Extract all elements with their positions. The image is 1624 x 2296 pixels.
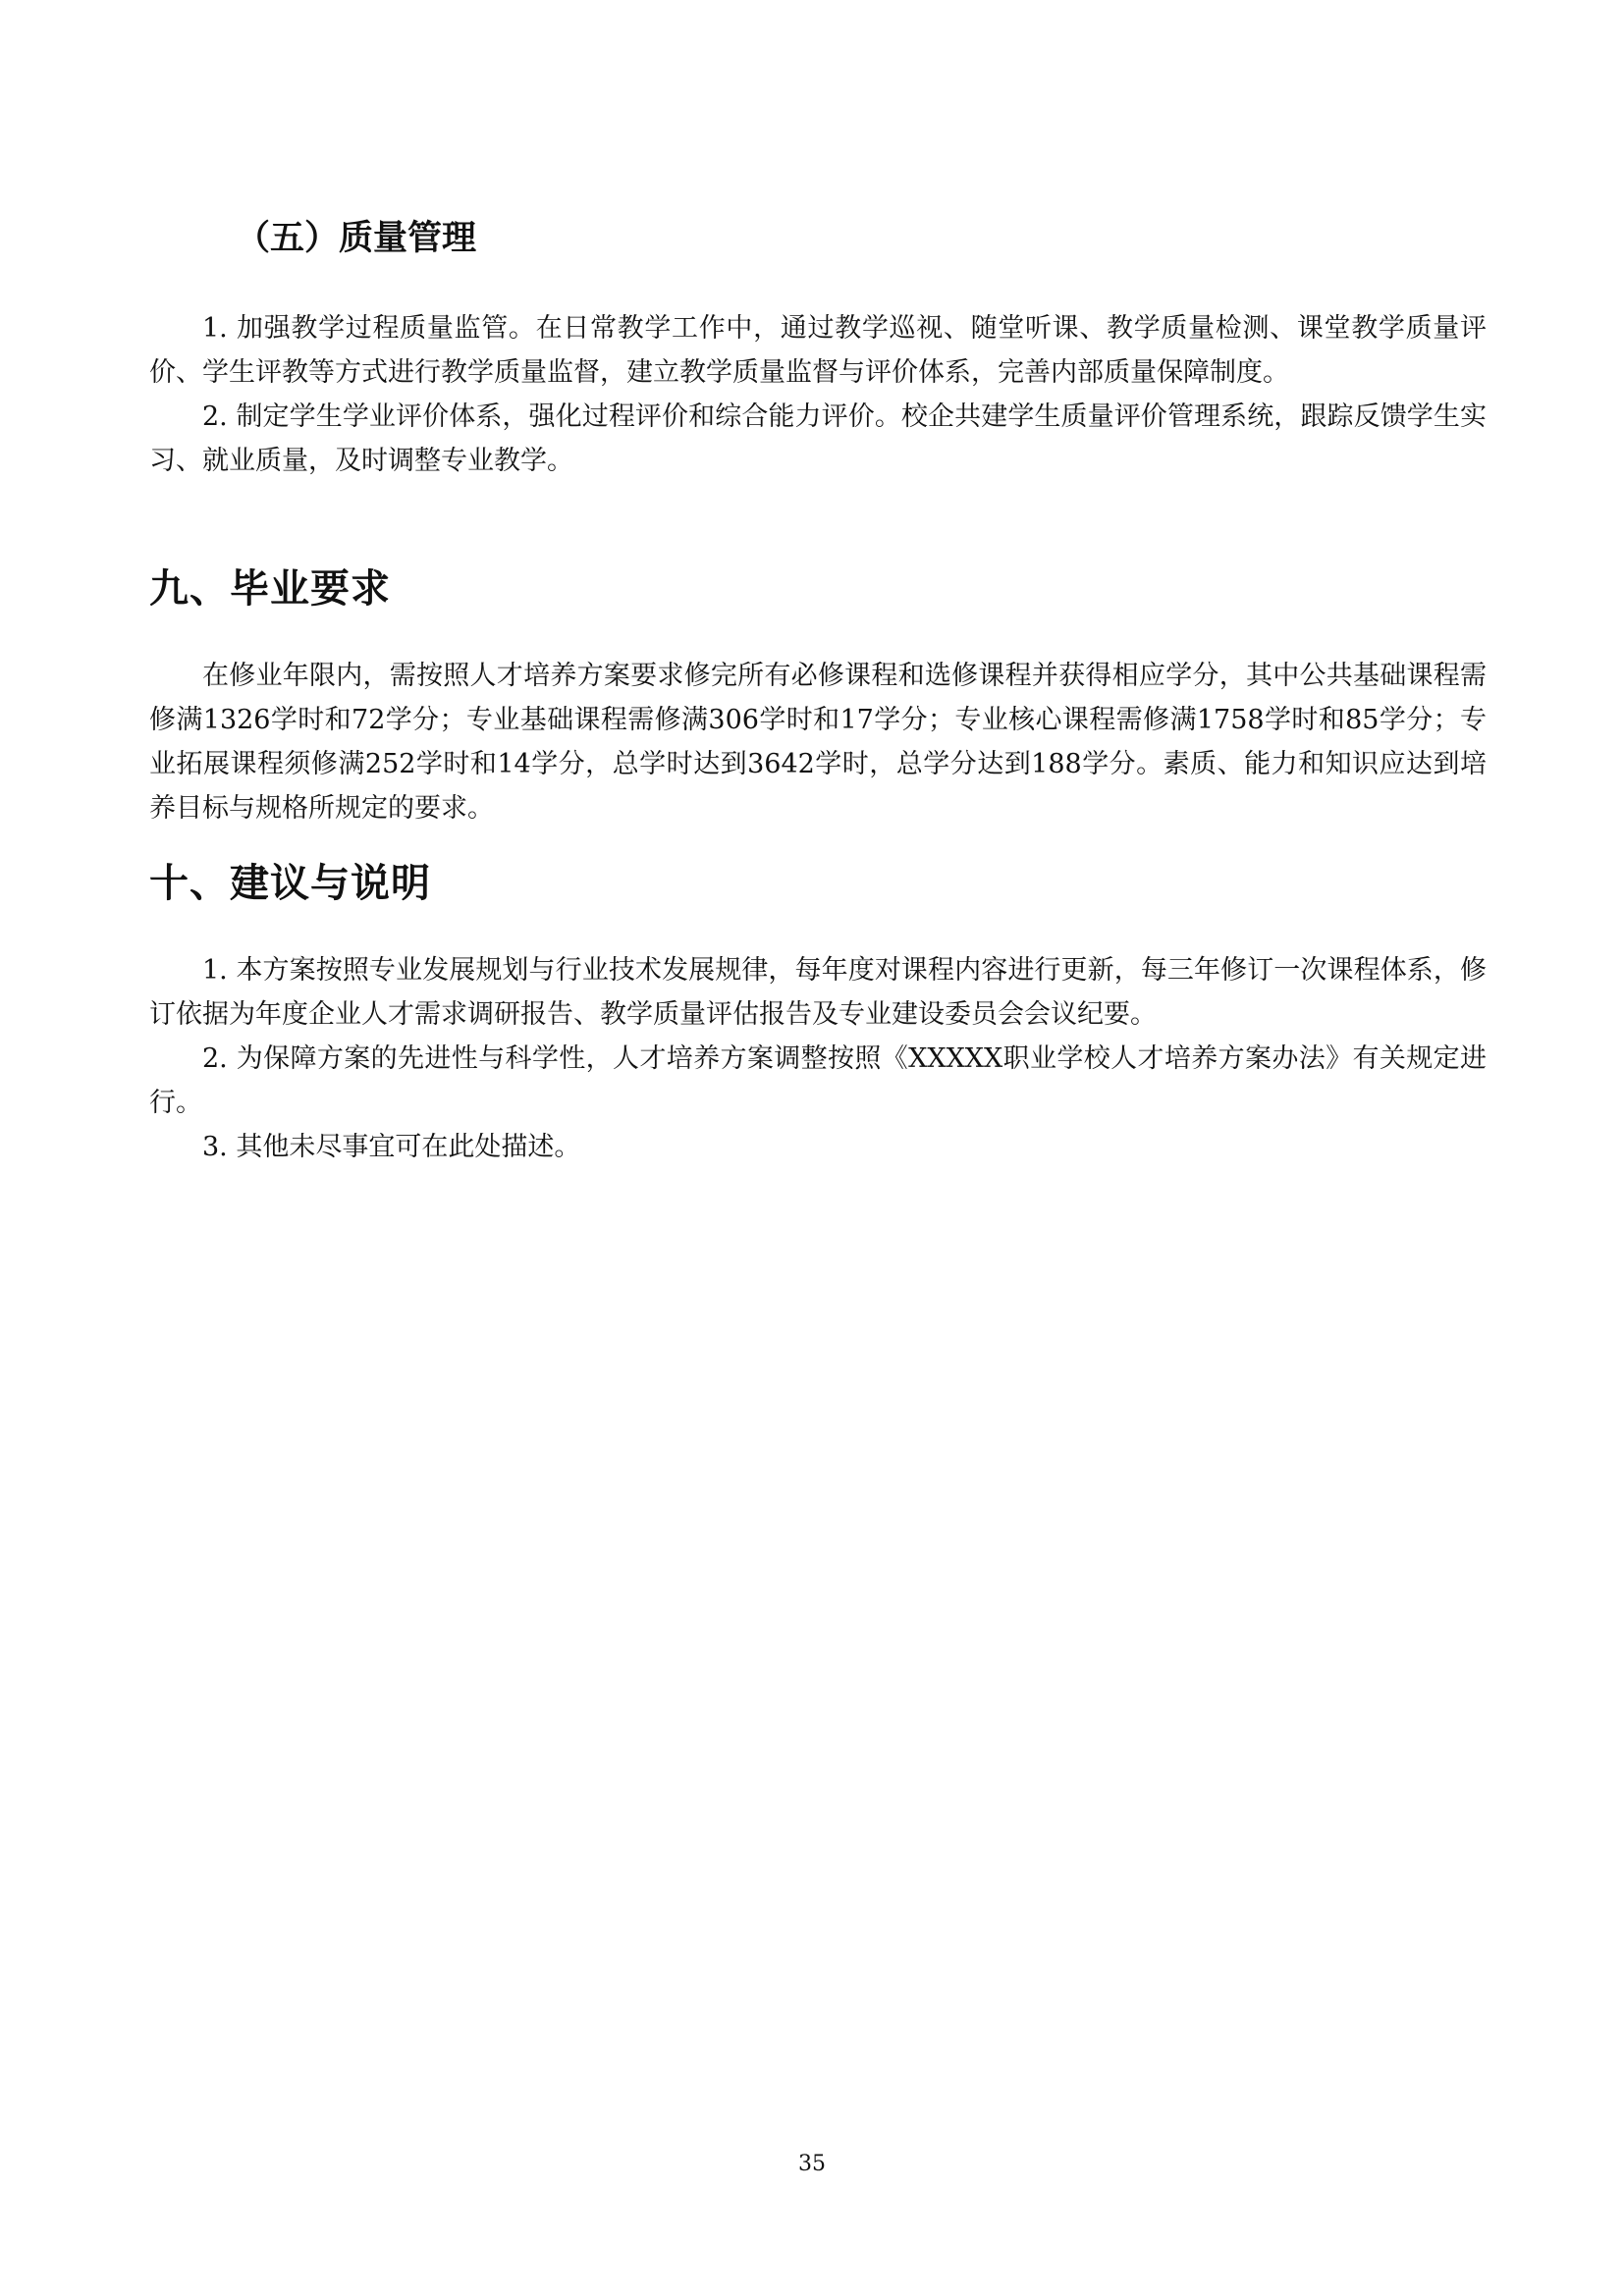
- paragraph-suggestions-3: 3. 其他未尽事宜可在此处描述。: [202, 1132, 581, 1162]
- paragraph-graduation-1: 在修业年限内，需按照人才培养方案要求修完所有必修课程和选修课程并获得相应学分，其中公共基础课程需修满1326学时和72学分；专业基础课程需修满306学时和17学分；专业核心课程需修满1758学时和85学分；专业拓展课程须修满252学时和14学分，总学时达到3642学时，总学分达到188学分。素质、能力和知识应达到培养目标与规格所规定的要求。: [149, 661, 1487, 824]
- page-number: 35: [798, 2152, 826, 2176]
- suggestions-body: [149, 948, 1487, 1169]
- section-heading-suggestions: 十、建议与说明: [149, 861, 431, 906]
- paragraph-suggestions-2: 2. 为保障方案的先进性与科学性，人才培养方案调整按照《XXXXX职业学校人才培养方案办法》有关规定进行。: [149, 1043, 1487, 1118]
- graduation-requirements-body: [149, 654, 1487, 830]
- quality-management-body: [149, 306, 1487, 483]
- paragraph-quality-1: 1. 加强教学过程质量监管。在日常教学工作中，通过教学巡视、随堂听课、教学质量检测、课堂教学质量评价、学生评教等方式进行教学质量监督，建立教学质量监督与评价体系，完善内部质量保障制度。: [149, 313, 1487, 388]
- section-heading-quality-management: （五）质量管理: [236, 219, 477, 258]
- paragraph-suggestions-1: 1. 本方案按照专业发展规划与行业技术发展规律，每年度对课程内容进行更新，每三年修订一次课程体系，修订依据为年度企业人才需求调研报告、教学质量评估报告及专业建设委员会会议纪要。: [149, 955, 1487, 1030]
- section-heading-graduation-requirements: 九、毕业要求: [149, 566, 391, 612]
- paragraph-quality-2: 2. 制定学生学业评价体系，强化过程评价和综合能力评价。校企共建学生质量评价管理系统，跟踪反馈学生实习、就业质量，及时调整专业教学。: [149, 401, 1487, 476]
